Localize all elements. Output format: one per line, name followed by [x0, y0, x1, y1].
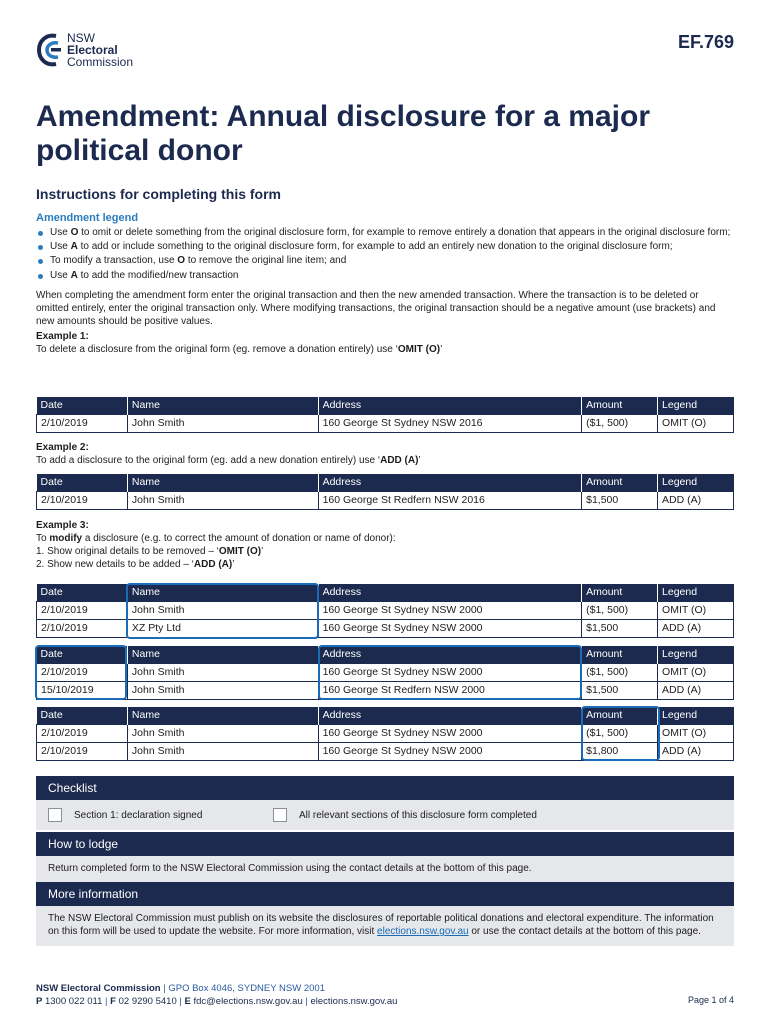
column-header: Amount: [582, 397, 658, 414]
example-2-title: Example 2:: [36, 442, 89, 453]
table-row: 2/10/2019 John Smith 160 George St Redfern NSW 2016 $1,500 ADD (A): [37, 491, 734, 509]
footer-contact-line: P 1300 022 011 | F 02 9290 5410 | E fdc@elections.nsw.gov.au | elections.nsw.gov.au: [36, 996, 398, 1007]
logo-mark-icon: [36, 30, 64, 70]
example-3b-table: Date Name Address Amount Legend 2/10/2019 John Smith 160 George St Sydney NSW 2000 ($1, 500) OMIT (O) 15/10/2019 John Smith 160 George St Redfern NSW 2000 $1,500 ADD (A): [36, 646, 734, 700]
example-3-line-1: To modify a disclosure (e.g. to correct the amount of donation or name of donor):: [36, 533, 396, 544]
list-item: Use A to add the modified/new transaction: [36, 270, 734, 283]
logo-line-2: Electoral: [67, 43, 118, 57]
example-1-text: To delete a disclosure from the original form (eg. remove a donation entirely) use ‘OMIT (O)’: [36, 344, 443, 356]
example-2-text: To add a disclosure to the original form (eg. add a new donation entirely) use ‘ADD (A)’: [36, 455, 421, 466]
how-to-lodge-text: Return completed form to the NSW Electoral Commission using the contact details at the bottom of this page.: [36, 856, 734, 882]
checkbox[interactable]: [273, 808, 287, 822]
instructions-heading: Instructions for completing this form: [36, 186, 282, 202]
more-information-heading: More information: [36, 882, 734, 906]
column-header: Name: [127, 397, 318, 414]
table-row: 15/10/2019 John Smith 160 George St Redfern NSW 2000 $1,500 ADD (A): [37, 681, 734, 699]
example-3: [36, 519, 734, 571]
column-header: Date: [37, 397, 128, 414]
table-row: 2/10/2019 John Smith 160 George St Sydney NSW 2016 ($1, 500) OMIT (O): [37, 414, 734, 432]
footer-email[interactable]: fdc@elections.nsw.gov.au: [190, 996, 303, 1007]
example-2: [36, 441, 734, 467]
footer: [36, 982, 734, 1008]
highlight-amount-column: [581, 706, 660, 761]
checklist-item-declaration[interactable]: [48, 808, 273, 822]
checkbox[interactable]: [48, 808, 62, 822]
checklist-item-label: Section 1: declaration signed: [74, 809, 203, 821]
highlight-name-column: [126, 583, 319, 639]
table-row: 2/10/2019 XZ Pty Ltd 160 George St Sydney NSW 2000 $1,500 ADD (A): [37, 619, 734, 637]
table-row: 2/10/2019 John Smith 160 George St Sydney NSW 2000 ($1, 500) OMIT (O): [37, 601, 734, 619]
example-3-line-3: 2. Show new details to be added – ‘ADD (A)’: [36, 559, 235, 570]
example-1-table: [36, 397, 734, 433]
checklist-body: [36, 800, 734, 830]
page-title: Amendment: Annual disclosure for a major political donor: [36, 100, 650, 167]
instructions-paragraph: When completing the amendment form enter the original transaction and then the new amended transaction. Where the transaction is to be deleted or omitted entirely, enter the original transaction only. Where modifying transactions, the original transaction should be a negative amount (use brackets) and new amounts should be positive values.: [36, 290, 716, 328]
website-link[interactable]: elections.nsw.gov.au: [377, 926, 469, 937]
checklist-heading: Checklist: [36, 776, 734, 800]
example-3a-table: Date Name Address Amount Legend 2/10/2019 John Smith 160 George St Sydney NSW 2000 ($1, 500) OMIT (O) 2/10/2019 XZ Pty Ltd 160 George St Sydney NSW 2000 $1,500 ADD (A): [36, 584, 734, 638]
table-row: 2/10/2019 John Smith 160 George St Sydney NSW 2000 ($1, 500) OMIT (O): [37, 724, 734, 742]
table-row: 2/10/2019 John Smith 160 George St Sydney NSW 2000 ($1, 500) OMIT (O): [37, 663, 734, 681]
logo-wordmark: [67, 32, 133, 68]
footer-address-line: NSW Electoral Commission | GPO Box 4046, SYDNEY NSW 2001: [36, 983, 325, 994]
checklist-section: [36, 776, 734, 946]
column-header: Legend: [658, 397, 734, 414]
list-item: Use O to omit or delete something from the original disclosure form, for example to remove entirely a donation that appears in the original disclosure form;: [36, 227, 734, 240]
example-3c-table: Date Name Address Amount Legend 2/10/2019 John Smith 160 George St Sydney NSW 2000 ($1, 500) OMIT (O) 2/10/2019 John Smith 160 George St Sydney NSW 2000 $1,800 ADD (A): [36, 707, 734, 761]
list-item: To modify a transaction, use O to remove the original line item; and: [36, 255, 734, 268]
example-3-line-2: 1. Show original details to be removed – ‘OMIT (O)’: [36, 546, 264, 557]
how-to-lodge-heading: How to lodge: [36, 832, 734, 856]
highlight-address-column: [318, 645, 582, 700]
instructions-section: [36, 186, 734, 356]
logo-line-1: NSW: [67, 31, 95, 45]
footer-website[interactable]: elections.nsw.gov.au: [310, 996, 398, 1007]
example-1: [36, 330, 734, 356]
highlight-date-column: [35, 645, 127, 700]
amendment-legend-title: Amendment legend: [36, 212, 139, 224]
example-1-title: Example 1:: [36, 331, 89, 343]
checklist-item-sections-completed[interactable]: [273, 808, 537, 822]
checklist-item-label: All relevant sections of this disclosure form completed: [299, 809, 537, 821]
example-2-table: Date Name Address Amount Legend 2/10/2019 John Smith 160 George St Redfern NSW 2016 $1,500 ADD (A): [36, 474, 734, 510]
page-number: Page 1 of 4: [687, 995, 734, 1005]
nsw-electoral-commission-logo: [36, 30, 133, 70]
more-information-text: The NSW Electoral Commission must publish on its website the disclosures of reportable political donations and electoral expenditure. The information on this form will be used to update the website. For more information, visit elections.nsw.gov.au or use the contact details at the bottom of this page.: [36, 906, 734, 946]
column-header: Address: [318, 397, 582, 414]
table-row: 2/10/2019 John Smith 160 George St Sydney NSW 2000 $1,800 ADD (A): [37, 742, 734, 760]
list-item: Use A to add or include something to the original disclosure form, for example to add an entirely new donation to the original disclosure form;: [36, 241, 734, 254]
form-code: EF.769: [677, 32, 734, 52]
example-3-title: Example 3:: [36, 520, 89, 531]
logo-line-3: Commission: [67, 55, 134, 69]
amendment-legend-list: [36, 227, 734, 282]
